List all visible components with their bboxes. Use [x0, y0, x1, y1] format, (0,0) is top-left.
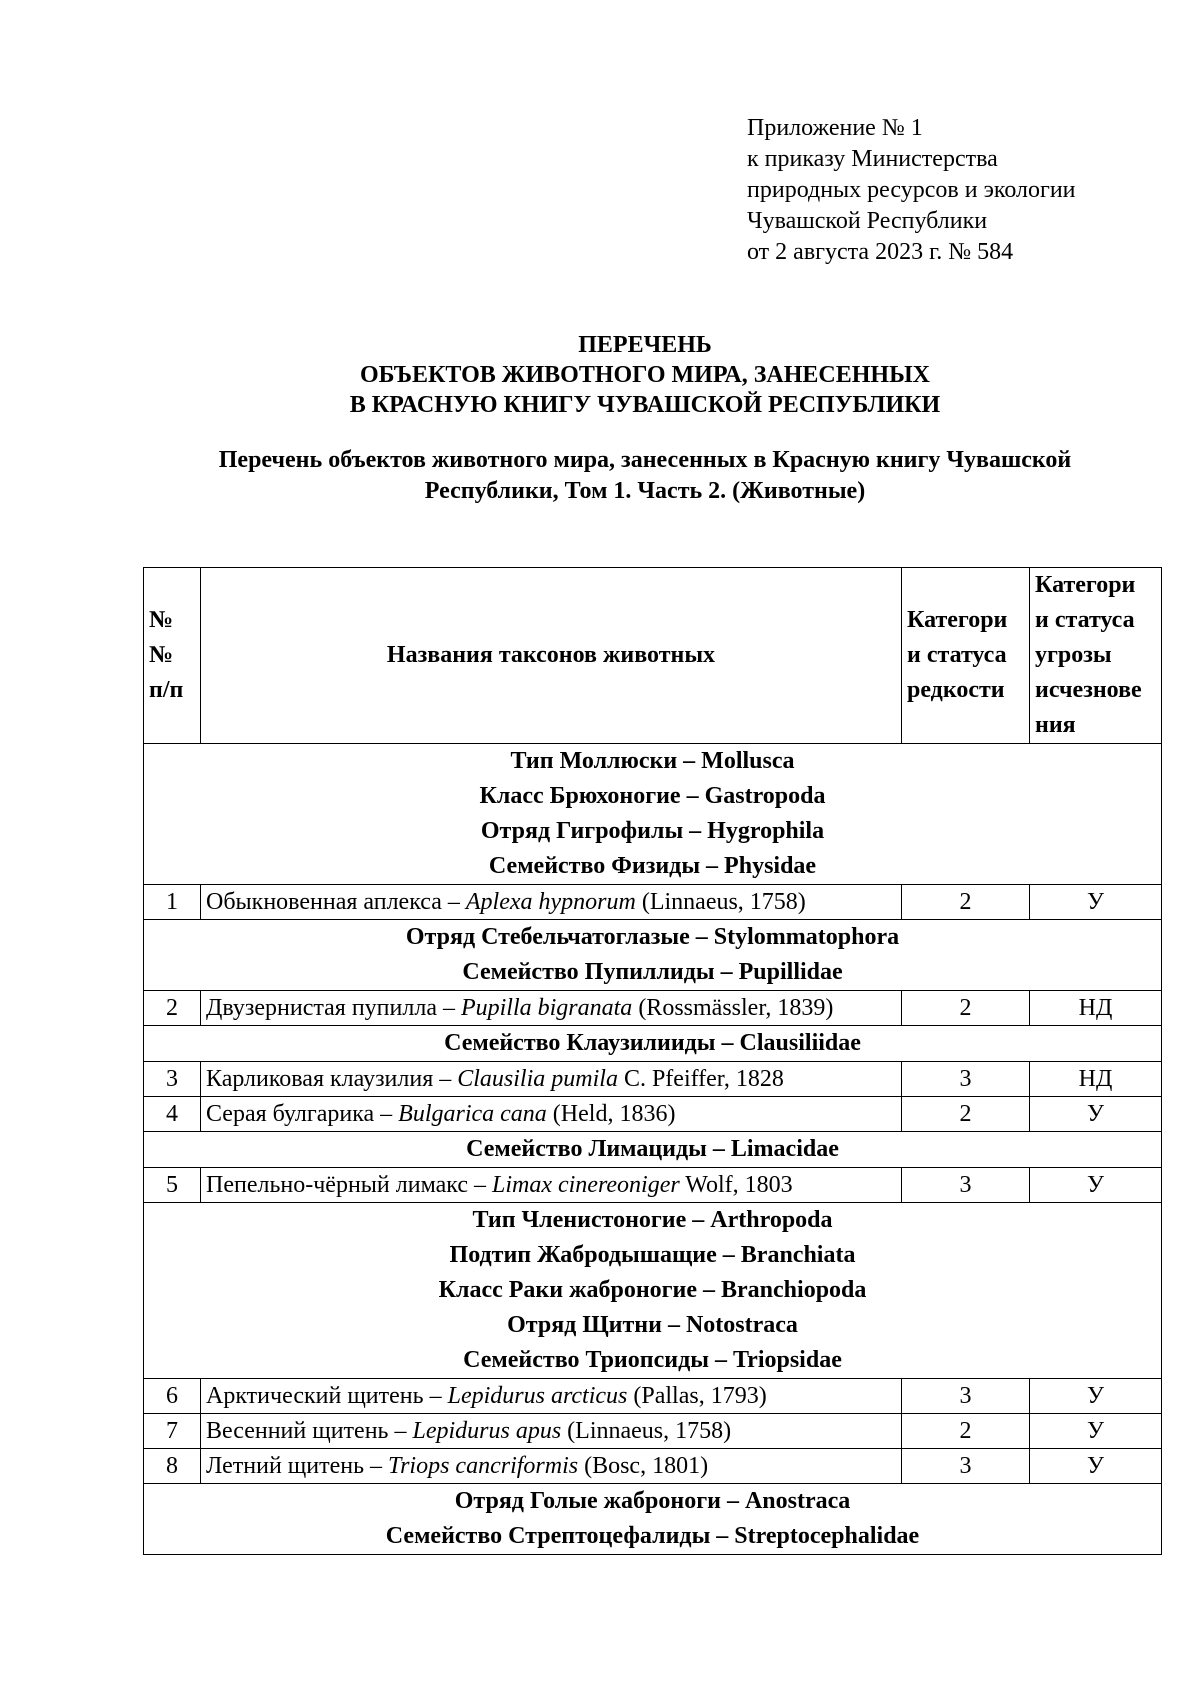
- title-line: В КРАСНУЮ КНИГУ ЧУВАШСКОЙ РЕСПУБЛИКИ: [349, 392, 941, 418]
- rarity-category: 2: [902, 1097, 1030, 1132]
- name-ru: Пепельно-чёрный лимакс: [206, 1172, 468, 1198]
- header-threat-category: Категори и статуса угрозы исчезнове ния: [1030, 568, 1162, 744]
- taxon-group-cell: [144, 744, 1162, 885]
- taxon-group-row: [144, 1203, 1162, 1379]
- subtitle-line: Республики, Том 1. Часть 2. (Животные): [424, 478, 866, 504]
- rarity-category: 2: [902, 885, 1030, 920]
- header-number: № № п/п: [144, 568, 201, 744]
- taxon-group-cell: [144, 1132, 1162, 1168]
- threat-category: У: [1030, 1414, 1162, 1449]
- name-dash: –: [423, 1383, 448, 1409]
- rarity-category: 3: [902, 1168, 1030, 1203]
- taxon-group-line: Класс Раки жаброногие – Branchiopoda: [438, 1277, 867, 1303]
- name-author: (Bosc, 1801): [578, 1453, 709, 1479]
- row-number: 7: [144, 1414, 201, 1449]
- taxon-group-row: [144, 744, 1162, 885]
- name-dash: –: [433, 1066, 458, 1092]
- table-row: [144, 885, 1162, 920]
- rarity-category: 2: [902, 1414, 1030, 1449]
- row-number: 8: [144, 1449, 201, 1484]
- rarity-category: 3: [902, 1449, 1030, 1484]
- row-number: 3: [144, 1062, 201, 1097]
- taxon-group-line: Семейство Стрептоцефалиды – Streptocephalidae: [385, 1523, 920, 1549]
- name-author: Wolf, 1803: [679, 1172, 793, 1198]
- name-dash: –: [364, 1453, 389, 1479]
- name-author: (Pallas, 1793): [627, 1383, 767, 1409]
- table-header-row: [144, 568, 1162, 744]
- threat-category: НД: [1030, 991, 1162, 1026]
- taxon-group-cell: [144, 920, 1162, 991]
- table-row: [144, 1062, 1162, 1097]
- name-latin: Aplexa hypnorum: [465, 889, 636, 915]
- table-row: [144, 1379, 1162, 1414]
- appendix-line: от 2 августа 2023 г. № 584: [747, 239, 1014, 265]
- name-latin: Limax cinereoniger: [491, 1172, 680, 1198]
- name-ru: Летний щитень: [206, 1453, 365, 1479]
- taxon-name: [201, 885, 902, 920]
- taxon-group-line: Класс Брюхоногие – Gastropoda: [479, 783, 826, 809]
- taxon-group-line: Семейство Клаузилииды – Clausiliidae: [444, 1030, 861, 1056]
- appendix-line: Чувашской Республики: [747, 208, 988, 234]
- name-latin: Lepidurus arcticus: [447, 1383, 628, 1409]
- name-latin: Pupilla bigranata: [460, 995, 633, 1021]
- document-subtitle: [150, 445, 1140, 507]
- taxon-name: [201, 1062, 902, 1097]
- name-latin: Triops cancriformis: [388, 1453, 579, 1479]
- name-ru: Весенний щитень: [206, 1418, 389, 1444]
- header-taxon-name: Названия таксонов животных: [201, 568, 902, 744]
- taxon-group-line: Тип Моллюски – Mollusca: [510, 748, 795, 774]
- species-table: [143, 567, 1162, 1555]
- taxon-group-line: Отряд Щитни – Notostraca: [507, 1312, 798, 1338]
- name-dash: –: [441, 889, 466, 915]
- table-row: [144, 1414, 1162, 1449]
- taxon-name: [201, 1414, 902, 1449]
- row-number: 6: [144, 1379, 201, 1414]
- appendix-line: к приказу Министерства: [747, 146, 998, 172]
- taxon-name: [201, 1449, 902, 1484]
- name-dash: –: [388, 1418, 413, 1444]
- name-latin: Lepidurus apus: [412, 1418, 562, 1444]
- table-row: [144, 1449, 1162, 1484]
- threat-category: У: [1030, 1097, 1162, 1132]
- threat-category: У: [1030, 1379, 1162, 1414]
- taxon-group-row: [144, 1484, 1162, 1555]
- taxon-name: [201, 1379, 902, 1414]
- taxon-group-line: Семейство Триопсиды – Triopsidae: [463, 1347, 842, 1373]
- taxon-name: [201, 1168, 902, 1203]
- table-row: [144, 991, 1162, 1026]
- taxon-name: [201, 991, 902, 1026]
- row-number: 1: [144, 885, 201, 920]
- taxon-group-line: Семейство Лимациды – Limacidae: [466, 1136, 839, 1162]
- subtitle-line: Перечень объектов животного мира, занесенных в Красную книгу Чувашской: [218, 447, 1072, 473]
- taxon-group-line: Семейство Физиды – Physidae: [488, 853, 817, 879]
- taxon-group-cell: [144, 1203, 1162, 1379]
- threat-category: У: [1030, 1168, 1162, 1203]
- name-ru: Двузернистая пупилла: [206, 995, 437, 1021]
- name-latin: Clausilia pumila: [457, 1066, 618, 1092]
- header-rarity-category: Категори и статуса редкости: [902, 568, 1030, 744]
- row-number: 5: [144, 1168, 201, 1203]
- appendix-line: Приложение № 1: [747, 115, 923, 141]
- taxon-group-line: Семейство Пупиллиды – Pupillidae: [462, 959, 843, 985]
- table-row: [144, 1097, 1162, 1132]
- name-author: (Rossmässler, 1839): [632, 995, 834, 1021]
- rarity-category: 2: [902, 991, 1030, 1026]
- name-author: (Held, 1836): [546, 1101, 676, 1127]
- row-number: 4: [144, 1097, 201, 1132]
- name-author: C. Pfeiffer, 1828: [617, 1066, 784, 1092]
- table-row: [144, 1168, 1162, 1203]
- title-line: ПЕРЕЧЕНЬ: [578, 332, 712, 358]
- name-ru: Обыкновенная аплекса: [206, 889, 442, 915]
- taxon-group-line: Отряд Голые жаброноги – Anostraca: [454, 1488, 851, 1514]
- appendix-line: природных ресурсов и экологии: [747, 177, 1076, 203]
- name-ru: Карликовая клаузилия: [206, 1066, 434, 1092]
- taxon-group-cell: [144, 1484, 1162, 1555]
- taxon-group-line: Отряд Стебельчатоглазые – Stylommatophora: [405, 924, 900, 950]
- taxon-group-row: [144, 920, 1162, 991]
- name-author: (Linnaeus, 1758): [635, 889, 806, 915]
- threat-category: У: [1030, 1449, 1162, 1484]
- name-dash: –: [436, 995, 461, 1021]
- name-author: (Linnaeus, 1758): [561, 1418, 732, 1444]
- document-title: [0, 330, 1200, 420]
- rarity-category: 3: [902, 1062, 1030, 1097]
- rarity-category: 3: [902, 1379, 1030, 1414]
- name-dash: –: [467, 1172, 492, 1198]
- taxon-name: [201, 1097, 902, 1132]
- taxon-group-cell: [144, 1026, 1162, 1062]
- name-latin: Bulgarica cana: [398, 1101, 547, 1127]
- name-dash: –: [374, 1101, 399, 1127]
- title-line: ОБЪЕКТОВ ЖИВОТНОГО МИРА, ЗАНЕСЕННЫХ: [359, 362, 930, 388]
- name-ru: Серая булгарика: [206, 1101, 375, 1127]
- taxon-group-row: [144, 1132, 1162, 1168]
- name-ru: Арктический щитень: [206, 1383, 424, 1409]
- threat-category: У: [1030, 885, 1162, 920]
- taxon-group-row: [144, 1026, 1162, 1062]
- row-number: 2: [144, 991, 201, 1026]
- taxon-group-line: Тип Членистоногие – Arthropoda: [472, 1207, 833, 1233]
- taxon-group-line: Отряд Гигрофилы – Hygrophila: [480, 818, 825, 844]
- threat-category: НД: [1030, 1062, 1162, 1097]
- appendix-block: [747, 113, 1076, 268]
- taxon-group-line: Подтип Жабродышащие – Branchiata: [449, 1242, 856, 1268]
